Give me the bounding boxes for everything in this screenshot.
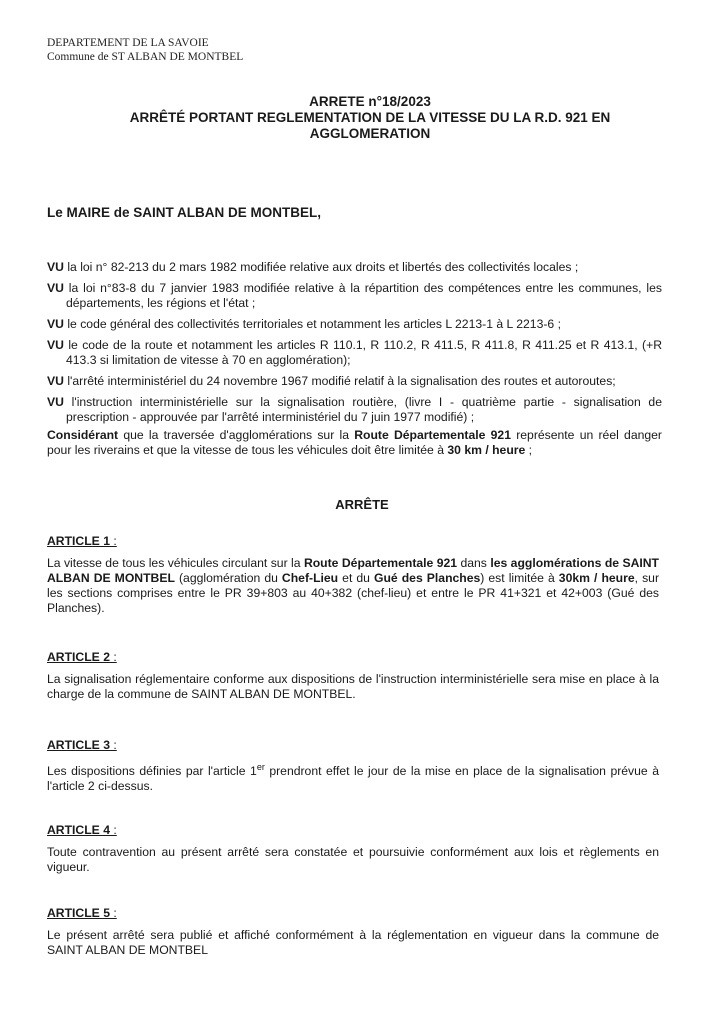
article-label: ARTICLE 3 [47, 738, 110, 752]
article-text: La vitesse de tous les véhicules circulant sur la [47, 556, 304, 570]
considerant-bold: 30 km / heure [447, 443, 526, 457]
considerant-bold: Considérant [47, 428, 119, 442]
vu-text: la loi n°83-8 du 7 janvier 1983 modifiée relative à la répartition des compétences entre les communes, les départements, les régions et l'état ; [66, 281, 662, 310]
considerant-text: que la traversée d'agglomérations sur la [118, 428, 355, 442]
article-text: dans [457, 556, 491, 570]
considerant-text: ; [525, 443, 533, 457]
title-line-1: ARRÊTÉ PORTANT REGLEMENTATION DE LA VITESSE DU LA R.D. 921 EN [129, 110, 611, 125]
departement-label: DEPARTEMENT DE LA SAVOIE [47, 37, 209, 49]
vu-item [47, 317, 662, 332]
vu-item [47, 374, 662, 389]
article-bold: Gué des Planches [373, 571, 481, 585]
article-body [47, 760, 659, 794]
vu-item [47, 260, 662, 275]
considerant-paragraph [47, 428, 662, 458]
vu-list [47, 260, 662, 464]
vu-prefix: VU [47, 338, 64, 352]
article-colon: : [109, 650, 117, 664]
article-title [47, 823, 659, 838]
article-label: ARTICLE 5 [47, 906, 110, 920]
article-bold: Route Départementale 921 [303, 556, 458, 570]
header-block [47, 36, 243, 64]
article-4 [47, 823, 659, 875]
article-bold: Chef-Lieu [281, 571, 339, 585]
vu-text: l'arrêté interministériel du 24 novembre 1967 modifié relatif à la signalisation des routes et autoroutes; [67, 374, 616, 388]
document-title [60, 94, 680, 142]
article-body: La signalisation réglementaire conforme aux dispositions de l'instruction interministérielle sera mise en place à la charge de la commune de SAINT ALBAN DE MONTBEL. [47, 672, 659, 701]
vu-text: le code général des collectivités territoriales et notamment les articles L 2213-1 à L 2213-6 ; [67, 317, 561, 331]
article-bold: 30km / heure [558, 571, 635, 585]
article-text: (agglomération du [174, 571, 282, 585]
article-3 [47, 738, 659, 794]
article-1 [47, 534, 659, 616]
vu-text: la loi n° 82-213 du 2 mars 1982 modifiée relative aux droits et libertés des collectivités locales ; [67, 260, 579, 274]
article-colon: : [109, 738, 117, 752]
vu-prefix: VU [47, 395, 64, 409]
article-text: , sur les sections comprises entre le PR 39+803 au 40+382 (chef-lieu) et entre le PR 41+321 et 42+003 (Gué des Planches). [47, 571, 660, 615]
vu-text: l'instruction interministérielle sur la signalisation routière, (livre I - quatrième partie - signalisation de prescription - approuvée par l'arrêté interministériel du 7 juin 1977 modifié) ; [66, 395, 662, 424]
vu-item [47, 395, 662, 425]
vu-text: le code de la route et notamment les articles R 110.1, R 110.2, R 411.5, R 411.8, R 411.25 et R 413.1, (+R 413.3 si limitation de vitesse à 70 en agglomération); [66, 338, 662, 367]
considerant-text: représente un réel danger pour les riverains et que la vitesse de tous les véhicules doit être limitée à [47, 428, 662, 457]
vu-prefix: VU [47, 374, 64, 388]
commune-label: Commune de ST ALBAN DE MONTBEL [47, 51, 244, 63]
article-text: et du [338, 571, 374, 585]
article-title [47, 534, 659, 549]
article-body [47, 556, 659, 616]
vu-item [47, 281, 662, 311]
article-label: ARTICLE 1 [47, 534, 110, 548]
article-text: prendront effet le jour de la mise en place de la signalisation prévue à l'article 2 ci-dessus. [47, 764, 659, 794]
article-bold: les agglomérations de SAINT ALBAN DE MONTBEL [47, 556, 660, 585]
article-colon: : [109, 906, 117, 920]
article-label: ARTICLE 4 [47, 823, 110, 837]
vu-prefix: VU [47, 317, 64, 331]
article-title [47, 738, 659, 753]
superscript: er [256, 762, 265, 772]
considerant-bold: Route Départementale 921 [354, 428, 511, 442]
vu-item [47, 338, 662, 368]
arrete-heading: ARRÊTE [335, 497, 389, 512]
article-label: ARTICLE 2 [47, 650, 110, 664]
article-text: Les dispositions définies par l'article 1 [47, 764, 257, 779]
maire-heading: Le MAIRE de SAINT ALBAN DE MONTBEL, [47, 205, 322, 220]
arrete-number: ARRETE n°18/2023 [309, 94, 431, 109]
article-2 [47, 650, 659, 702]
title-line-2: AGGLOMERATION [309, 126, 431, 141]
article-colon: : [109, 534, 117, 548]
article-title [47, 650, 659, 665]
article-body: Toute contravention au présent arrêté sera constatée et poursuivie conformément aux lois et règlements en vigueur. [47, 845, 659, 874]
article-body: Le présent arrêté sera publié et affiché conformément à la réglementation en vigueur dans la commune de SAINT ALBAN DE MONTBEL [47, 928, 659, 957]
article-5 [47, 906, 659, 958]
vu-prefix: VU [47, 260, 64, 274]
vu-prefix: VU [47, 281, 64, 295]
article-colon: : [109, 823, 117, 837]
article-text: ) est limitée à [480, 571, 559, 585]
article-title [47, 906, 659, 921]
